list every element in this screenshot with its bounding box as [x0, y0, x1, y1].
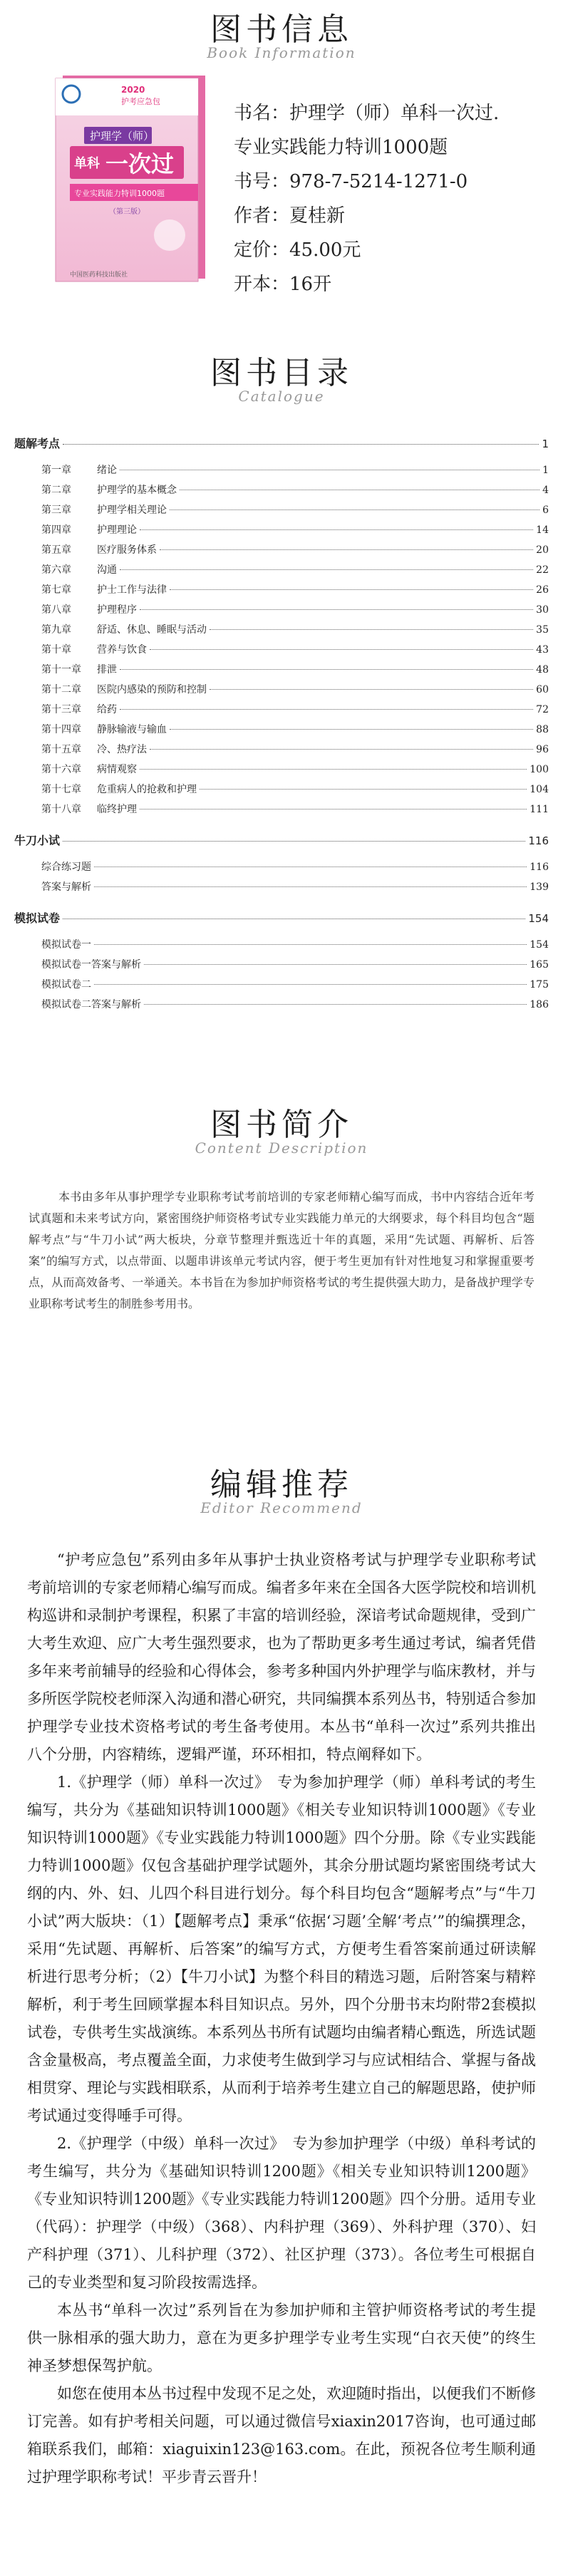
- toc-chapter-title: 护理程序: [97, 604, 137, 616]
- toc-row: [14, 977, 549, 997]
- toc-chapter-title: 临终护理: [97, 804, 137, 815]
- toc-chapter-number: 模拟试卷一答案与解析: [41, 959, 141, 971]
- catalogue-title: 图书目录: [210, 355, 353, 391]
- toc-row: [14, 859, 549, 879]
- toc-part: [14, 832, 549, 854]
- toc-part-label: 模拟试卷: [14, 911, 61, 925]
- toc-chapter-page: 186: [530, 999, 549, 1010]
- toc-chapter-page: 88: [536, 724, 549, 735]
- toc-chapter-title: 舒适、休息、睡眠与活动: [97, 624, 207, 636]
- toc-chapter-number: 第十七章: [41, 784, 81, 795]
- toc-row: [14, 957, 549, 977]
- table-of-contents: [14, 435, 549, 1027]
- toc-part: [14, 909, 549, 931]
- toc-chapter-number: 第八章: [41, 604, 71, 616]
- toc-chapter-number: 第十二章: [41, 684, 81, 695]
- toc-chapter-page: 165: [530, 959, 549, 971]
- toc-chapter-page: 139: [530, 881, 549, 893]
- cover-title-mid: 单科: [74, 156, 100, 171]
- toc-row: [14, 997, 549, 1017]
- toc-chapter-page: 100: [530, 764, 549, 775]
- book-info-field: 书名：护理学（师）单科一次过.: [234, 103, 500, 124]
- toc-row: [14, 782, 549, 802]
- book-info-field: 专业实践能力特训1000题: [234, 137, 448, 158]
- toc-chapter-page: 104: [530, 784, 549, 795]
- publisher-logo-icon: [63, 86, 80, 103]
- book-info-title: 图书信息: [210, 11, 353, 48]
- toc-chapter-page: 72: [536, 704, 549, 715]
- book-info-field: 书号：978-7-5214-1271-0: [234, 171, 468, 192]
- toc-chapter-page: 14: [536, 524, 549, 536]
- toc-dot-leader: [140, 609, 533, 610]
- toc-row: [14, 682, 549, 702]
- toc-part-page: 154: [528, 912, 549, 925]
- toc-chapter-title: 冷、热疗法: [97, 744, 147, 755]
- toc-chapter-page: 43: [536, 644, 549, 656]
- intro-title: 图书简介: [210, 1107, 353, 1143]
- toc-dot-leader: [170, 729, 533, 730]
- toc-dot-leader: [140, 769, 527, 770]
- toc-chapter-title: 医院内感染的预防和控制: [97, 684, 207, 695]
- toc-dot-leader: [150, 749, 533, 750]
- toc-chapter-title: 护理学相关理论: [97, 505, 167, 516]
- intro-title-en: Content Description: [195, 1139, 368, 1157]
- catalogue-heading: [0, 356, 563, 405]
- toc-row: [14, 762, 549, 782]
- book-cover: [34, 71, 216, 285]
- editor-body: [27, 1546, 536, 2491]
- book-info-field: 定价：45.00元: [234, 239, 361, 261]
- toc-chapter-number: 第十六章: [41, 764, 81, 775]
- editor-paragraph: 本丛书“单科一次过”系列旨在为参加护师和主管护师资格考试的考生提供一脉相承的强大助力，意在为更多护理学专业考生实现“白衣天使”的终生神圣梦想保驾护航。: [27, 2302, 536, 2374]
- toc-chapter-number: 第十八章: [41, 804, 81, 815]
- toc-chapter-page: 175: [530, 979, 549, 990]
- toc-chapter-page: 111: [530, 804, 549, 815]
- toc-dot-leader: [144, 1004, 527, 1005]
- toc-row: [14, 542, 549, 562]
- toc-row: [14, 522, 549, 542]
- toc-row: [14, 622, 549, 642]
- toc-dot-leader: [120, 669, 533, 670]
- intro-heading: [0, 1108, 563, 1157]
- toc-row: [14, 722, 549, 742]
- toc-chapter-page: 4: [542, 485, 549, 496]
- cover-title-top: 护理学（师）: [90, 130, 155, 143]
- intro-text: 本书由多年从事护理学专业职称考试考前培训的专家老师精心编写而成，书中内容结合近年考试真题和未来考试方向，紧密围绕护师资格考试专业实践能力单元的大纲要求，每个科目均包含“题解考点”与“牛刀小试”两大板块，分章节整理并甄选近十年的真题，采用“先试题、再解析、后答案”的编写方式，以点带面、以题串讲该单元考试内容，便于考生更加有针对性地复习和掌握重要考点，从而高效备考、一举通关。本书旨在为参加护师资格考试的考生提供强大助力，是备战护理学专业职称考试考生的制胜参考用书。: [29, 1190, 534, 1310]
- toc-chapter-page: 35: [536, 624, 549, 636]
- toc-dot-leader: [144, 964, 527, 965]
- toc-chapter-title: 沟通: [97, 564, 117, 576]
- catalogue-section: [0, 355, 563, 1010]
- toc-row: [14, 702, 549, 722]
- editor-paragraph: 如您在使用本丛书过程中发现不足之处，欢迎随时指出，以便我们不断修订完善。如有护考相关问题，可以通过微信号xiaxin2017咨询，也可通过邮箱联系我们，邮箱：xiaguixin123@163.com。在此，预祝各位考生顺利通过护理学职称考试！平步青云晋升！: [27, 2385, 536, 2486]
- editor-paragraph: 2.《护理学（中级）单科一次过》 专为参加护理学（中级）单科考试的考生编写，共分为《基础知识特训1200题》《相关专业知识特训1200题》《专业知识特训1200题》《专业实践能力特训1200题》四个分册。适用专业（代码）：护理学（中级）（368）、内科护理（369）、外科护理（370）、妇产科护理（371）、儿科护理（372）、社区护理（373）。各位考生可根据自己的专业类型和复习阶段按需选择。: [27, 2135, 536, 2291]
- toc-chapter-number: 第一章: [41, 465, 71, 476]
- toc-chapter-title: 营养与饮食: [97, 644, 147, 656]
- toc-chapter-number: 第九章: [41, 624, 71, 636]
- toc-chapter-number: 模拟试卷二答案与解析: [41, 999, 141, 1010]
- toc-dot-leader: [150, 649, 533, 650]
- editor-paragraph: “护考应急包”系列由多年从事护士执业资格考试与护理学专业职称考试考前培训的专家老师精心编写而成。编者多年来在全国各大医学院校和培训机构巡讲和录制护考课程，积累了丰富的培训经验，深谙考试命题规律，受到广大考生欢迎、应广大考生强烈要求，也为了帮助更多考生通过考试，编者凭借多年来考前辅导的经验和心得体会，参考多种国内外护理学与临床教材，并与多所医学院校老师深入沟通和潜心研究，共同编撰本系列丛书，特别适合参加护理学专业技术资格考试的考生备考使用。本丛书“单科一次过”系列共推出八个分册，内容精练，逻辑严谨，环环相扣，特点阐释如下。: [27, 1551, 536, 1763]
- toc-dot-leader: [170, 509, 539, 510]
- toc-chapter-number: 模拟试卷二: [41, 979, 91, 990]
- toc-chapter-page: 154: [530, 939, 549, 951]
- toc-chapter-page: 6: [542, 505, 549, 516]
- toc-dot-leader: [210, 689, 533, 690]
- toc-dot-leader: [94, 944, 527, 945]
- toc-chapter-title: 给药: [97, 704, 117, 715]
- toc-chapter-number: 第十五章: [41, 744, 81, 755]
- toc-dot-leader: [120, 709, 533, 710]
- toc-chapter-number: 第四章: [41, 524, 71, 536]
- toc-chapter-number: 第十章: [41, 644, 71, 656]
- toc-chapter-page: 22: [536, 564, 549, 576]
- toc-part-page: 116: [528, 834, 549, 847]
- toc-row: [14, 502, 549, 522]
- toc-chapter-number: 第二章: [41, 485, 71, 496]
- toc-chapter-number: 第三章: [41, 505, 71, 516]
- toc-chapter-title: 医疗服务体系: [97, 544, 157, 556]
- editor-section: [0, 1467, 563, 2486]
- toc-dot-leader: [160, 549, 533, 550]
- book-info-field: 作者：夏桂新: [234, 205, 346, 227]
- toc-row: [14, 937, 549, 957]
- toc-row: [14, 582, 549, 602]
- toc-row: [14, 602, 549, 622]
- toc-chapter-title: 病情观察: [97, 764, 137, 775]
- toc-part-label: 题解考点: [14, 437, 61, 450]
- cover-series-year: 2020: [121, 85, 145, 95]
- editor-title-en: Editor Recommend: [200, 1499, 363, 1517]
- cover-series-name: 护考应急包: [121, 97, 160, 106]
- book-info-section: [0, 0, 563, 299]
- editor-title: 编辑推荐: [210, 1467, 353, 1503]
- toc-chapter-number: 答案与解析: [41, 881, 91, 893]
- toc-dot-leader: [210, 629, 533, 630]
- toc-dot-leader: [63, 841, 525, 842]
- toc-dot-leader: [63, 444, 539, 445]
- toc-dot-leader: [200, 789, 527, 790]
- toc-chapter-number: 模拟试卷一: [41, 939, 91, 951]
- catalogue-title-en: Catalogue: [238, 388, 325, 405]
- toc-row: [14, 562, 549, 582]
- toc-row: [14, 802, 549, 822]
- toc-dot-leader: [140, 529, 533, 530]
- toc-chapter-number: 综合练习题: [41, 862, 91, 873]
- intro-section: [0, 1107, 563, 1310]
- toc-chapter-page: 26: [536, 584, 549, 596]
- toc-chapter-number: 第七章: [41, 584, 71, 596]
- toc-chapter-title: 护理理论: [97, 524, 137, 536]
- editor-paragraph: 1.《护理学（师）单科一次过》 专为参加护理学（师）单科考试的考生编写，共分为《基础知识特训1000题》《相关专业知识特训1000题》《专业知识特训1000题》《专业实践能力特训1000题》四个分册。除《专业实践能力特训1000题》仅包含基础护理学试题外，其余分册试题均紧密围绕考试大纲的内、外、妇、儿四个科目进行划分。每个科目均包含“题解考点”与“牛刀小试”两大版块：（1）【题解考点】秉承“依据‘习题’全解‘考点’”的编撰理念，采用“先试题、再解析、后答案”的编写方式，方便考生看答案前通过研读解析进行思考分析；（2）【牛刀小试】为整个科目的精选习题，后附答案与精粹解析，利于考生回顾掌握本科目知识点。另外，四个分册书末均附带2套模拟试卷，专供考生实战演练。本系列丛书所有试题均由编者精心甄选，所选试题含金量极高，考点覆盖全面，力求使考生做到学习与应试相结合、掌握与备战相贯穿、理论与实践相联系，从而利于培养考生建立自己的解题思路，使护师考试通过变得唾手可得。: [27, 1774, 536, 2124]
- toc-chapter-title: 绪论: [97, 465, 117, 476]
- cover-publisher: 中国医药科技出版社: [70, 271, 128, 279]
- toc-chapter-title: 排泄: [97, 664, 117, 676]
- book-info-fields: [234, 96, 499, 301]
- toc-chapter-page: 116: [530, 862, 549, 873]
- cover-subtitle: 专业实践能力特训1000题: [74, 189, 165, 198]
- editor-heading: [0, 1468, 563, 1516]
- toc-chapter-title: 护理学的基本概念: [97, 485, 177, 496]
- toc-chapter-title: 护士工作与法律: [97, 584, 167, 596]
- toc-chapter-page: 48: [536, 664, 549, 676]
- toc-chapter-title: 静脉输液与输血: [97, 724, 167, 735]
- toc-dot-leader: [120, 569, 533, 570]
- book-info-title-en: Book Information: [207, 44, 356, 62]
- toc-chapter-page: 96: [536, 744, 549, 755]
- toc-chapter-number: 第五章: [41, 544, 71, 556]
- toc-dot-leader: [94, 984, 527, 985]
- toc-chapter-number: 第十四章: [41, 724, 81, 735]
- toc-row: [14, 879, 549, 899]
- toc-part-label: 牛刀小试: [14, 834, 61, 847]
- toc-dot-leader: [170, 589, 533, 590]
- toc-part-page: 1: [542, 438, 549, 450]
- toc-chapter-number: 第六章: [41, 564, 71, 576]
- toc-row: [14, 742, 549, 762]
- toc-chapter-page: 20: [536, 544, 549, 556]
- toc-chapter-number: 第十三章: [41, 704, 81, 715]
- toc-part: [14, 435, 549, 457]
- toc-row: [14, 642, 549, 662]
- toc-chapter-page: 1: [542, 465, 549, 476]
- toc-row: [14, 482, 549, 502]
- toc-row: [14, 662, 549, 682]
- book-info-heading: [0, 13, 563, 61]
- cover-title-big: 一次过: [105, 150, 175, 177]
- toc-chapter-title: 危重病人的抢救和护理: [97, 784, 197, 795]
- toc-chapter-page: 30: [536, 604, 549, 616]
- toc-chapter-number: 第十一章: [41, 664, 81, 676]
- book-info-field: 开本：16开: [234, 274, 332, 295]
- toc-chapter-page: 60: [536, 684, 549, 695]
- toc-dot-leader: [94, 886, 527, 887]
- cover-edition: （第三版）: [109, 208, 145, 216]
- toc-row: [14, 462, 549, 482]
